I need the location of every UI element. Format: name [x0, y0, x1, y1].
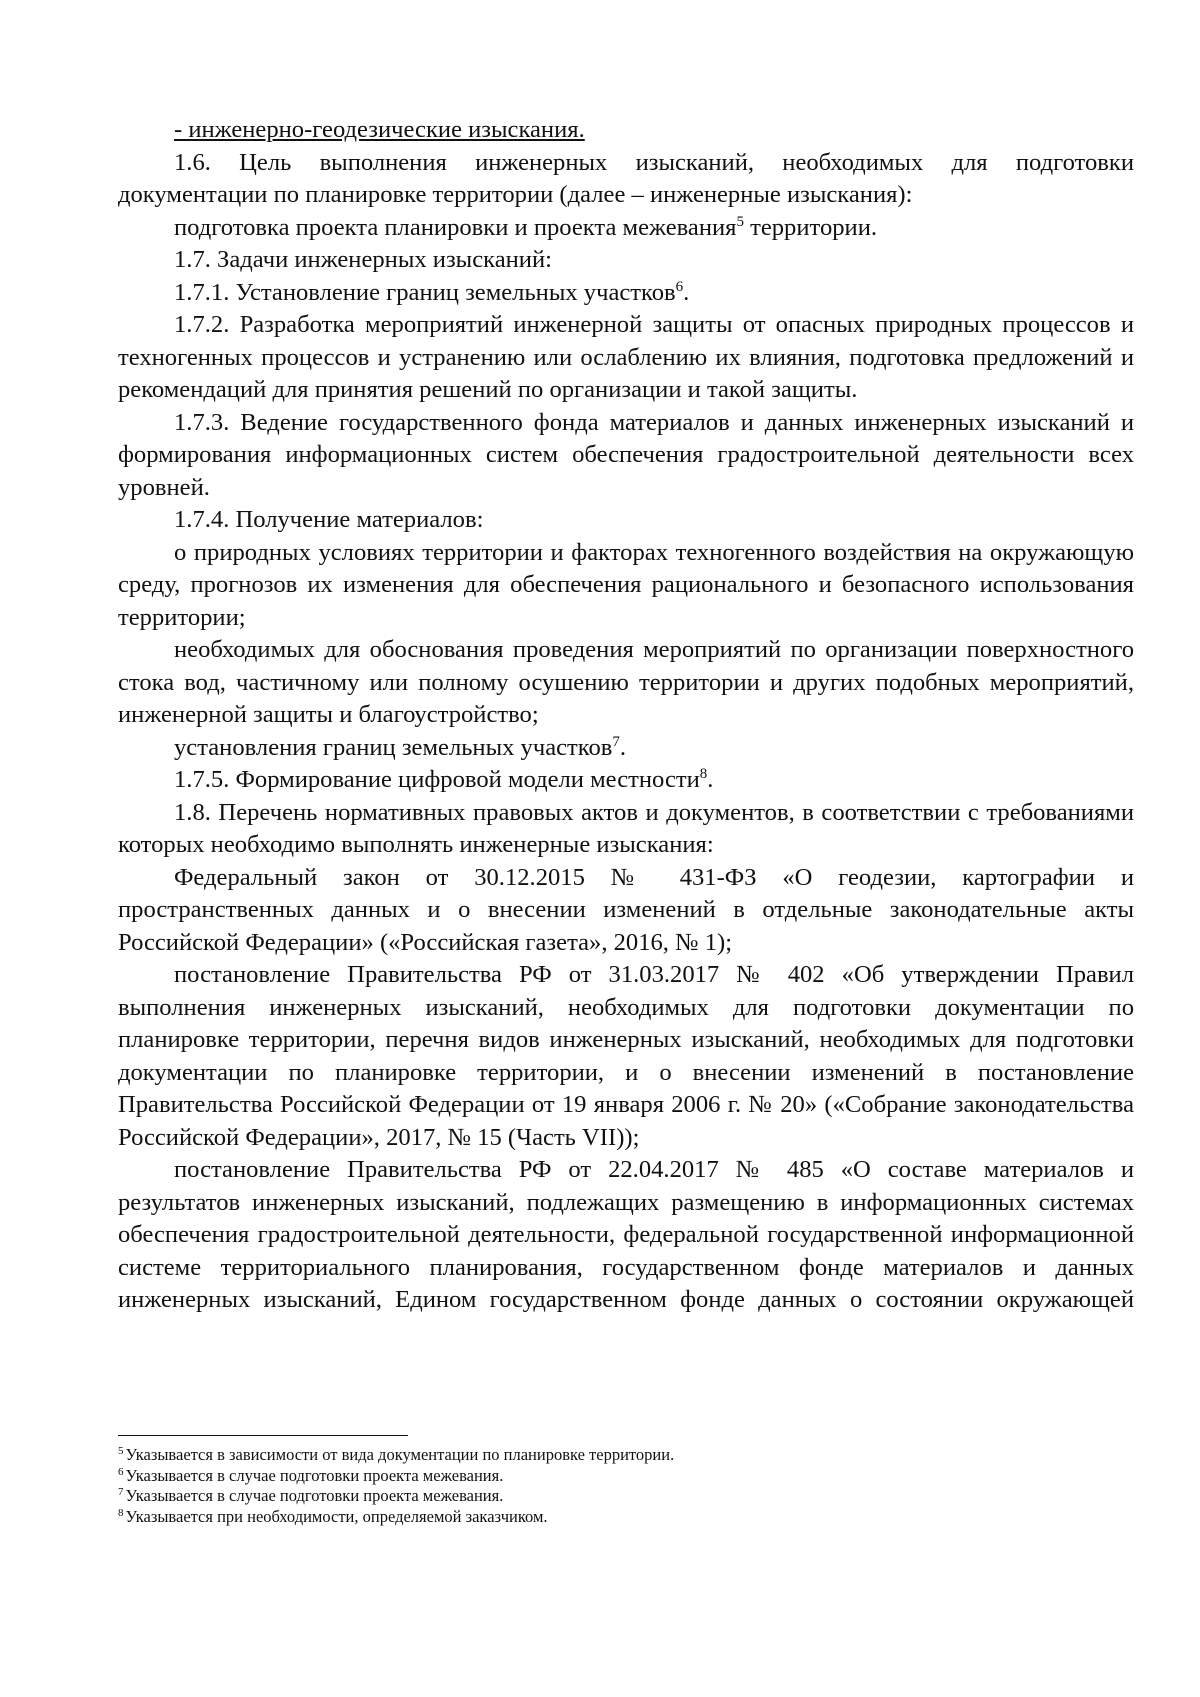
paragraph — [118, 244, 1134, 277]
footnotes — [118, 1435, 1134, 1527]
paragraph-text: 1.7.1. Установление границ земельных участков — [174, 278, 676, 306]
footnote-text: Указывается при необходимости, определяемой заказчиком. — [125, 1506, 548, 1526]
footnote-ref: 5 — [736, 213, 744, 230]
paragraph-text: установления границ земельных участков — [174, 733, 613, 761]
footnote-ref: 8 — [699, 766, 708, 782]
paragraph-text: 1.8. Перечень нормативных правовых актов и документов, в соответствии с требованиями которых необходимо выполнять инженерные изыскания: — [118, 798, 1134, 858]
footnote-number: 6 — [118, 1465, 124, 1478]
footnote-number: 8 — [118, 1506, 124, 1519]
footnote-number: 7 — [118, 1486, 124, 1498]
paragraph-text: 1.7.2. Разработка мероприятий инженерной защиты от опасных природных процессов и техногенных процессов и устранению или ослаблению их влияния, подготовка предложений и рекомендаций для принятия решений по организации и такой защиты. — [118, 311, 1134, 403]
paragraph-continued — [118, 1154, 1134, 1317]
footnote — [118, 1445, 1134, 1466]
paragraph-text: постановление Правительства РФ от 31.03.2017 № 402 «Об утверждении Правил выполнения инженерных изысканий, необходимых для подготовки документации по планировке территории, перечня видов инженерных изысканий, необходимых для подготовки документации по планировке территории, и о внесении изменений в постановление Правительства Российской Федерации от 19 января 2006 г. № 20» («Собрание законодательства Российской Федерации», 2017, № 15 (Часть VII)); — [118, 961, 1134, 1151]
paragraph-text: постановление Правительства РФ от 22.04.2017 № 485 «О составе материалов и результатов инженерных изысканий, подлежащих размещению в информационных системах обеспечения градостроительной деятельности, федеральной государственной информационной системе территориального планирования, государственном фонде материалов и данных инженерных изысканий, Едином государственном фонде данных о состоянии окружающей — [118, 1156, 1134, 1313]
paragraph — [118, 407, 1134, 505]
footnote — [118, 1466, 1134, 1487]
paragraph — [118, 504, 1134, 537]
footnote-separator — [118, 1435, 408, 1436]
paragraph-text: 1.7.4. Получение материалов: — [174, 506, 484, 533]
footnote-ref: 7 — [612, 733, 620, 750]
paragraph-text: 1.7.5. Формирование цифровой модели местности — [174, 766, 700, 793]
footnote — [118, 1486, 1134, 1507]
paragraph — [118, 147, 1134, 212]
paragraph-tail: территории. — [743, 213, 878, 241]
paragraph — [118, 537, 1134, 635]
paragraph — [118, 764, 1134, 797]
paragraph — [118, 797, 1134, 862]
paragraph-text: необходимых для обоснования проведения мероприятий по организации поверхностного стока вод, частичному или полному осушению территории и других подобных мероприятий, инженерной защиты и благоустройство; — [118, 636, 1134, 728]
footnote-ref: 6 — [675, 278, 684, 295]
paragraph-tail: . — [683, 278, 690, 306]
paragraph-text: - инженерно-геодезические изыскания. — [174, 116, 585, 143]
footnote-text: Указывается в случае подготовки проекта межевания. — [125, 1465, 504, 1485]
footnote-text: Указывается в зависимости от вида документации по планировке территории. — [125, 1445, 675, 1464]
paragraph — [118, 732, 1134, 765]
footnote — [118, 1507, 1134, 1528]
paragraph — [118, 959, 1134, 1154]
paragraph-text: Федеральный закон от 30.12.2015 № 431-ФЗ «О геодезии, картографии и пространственных данных и о внесении изменений в отдельные законодательные акты Российской Федерации» («Российская газета», 2016, № 1); — [118, 863, 1134, 956]
paragraph — [118, 212, 1134, 245]
paragraph — [118, 862, 1134, 960]
paragraph-text: подготовка проекта планировки и проекта межевания — [174, 213, 737, 241]
paragraph-tail: . — [619, 733, 627, 761]
paragraph — [118, 114, 1134, 147]
paragraph — [118, 634, 1134, 732]
footnote-number: 5 — [118, 1445, 124, 1457]
footnote-text: Указывается в случае подготовки проекта межевания. — [125, 1486, 504, 1505]
paragraph — [118, 309, 1134, 407]
paragraph-text: 1.7.3. Ведение государственного фонда материалов и данных инженерных изысканий и формирования информационных систем обеспечения градостроительной деятельности всех уровней. — [118, 408, 1134, 501]
document-body — [118, 114, 1134, 1317]
paragraph-text: 1.7. Задачи инженерных изысканий: — [174, 246, 552, 273]
paragraph-text: о природных условиях территории и факторах техногенного воздействия на окружающую среду, прогнозов их изменения для обеспечения рационального и безопасного использования территории; — [118, 538, 1134, 631]
paragraph — [118, 277, 1134, 310]
paragraph-text: 1.6. Цель выполнения инженерных изысканий, необходимых для подготовки документации по планировке территории (далее – инженерные изыскания): — [118, 148, 1134, 208]
paragraph-tail: . — [707, 766, 714, 793]
